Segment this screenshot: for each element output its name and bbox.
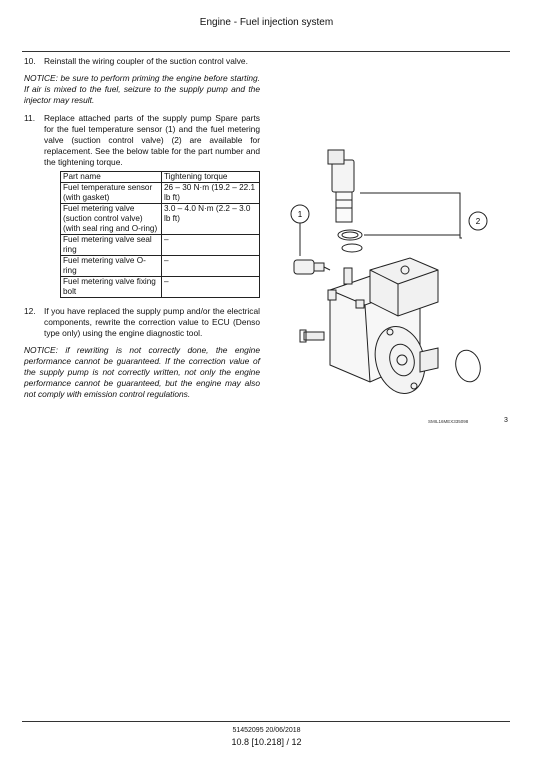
supply-pump-illustration <box>270 120 510 440</box>
callout-1-label: 1 <box>297 210 303 219</box>
step-number: 12. <box>24 306 36 316</box>
table-row <box>61 235 260 256</box>
table-header-row <box>61 172 260 183</box>
step-text: Replace attached parts of the supply pump Spare parts for the fuel temperature sensor (1) and the fuel metering valve (suction control valve) (2) are available for replacement. See the below table for the part number and the tightening torque. <box>44 113 260 167</box>
step-number: 10. <box>24 56 36 66</box>
table-cell-torque: – <box>162 256 260 277</box>
table-cell-torque: – <box>162 277 260 298</box>
step-12 <box>24 306 260 339</box>
table-cell-torque: 26 – 30 N·m (19.2 – 22.1 lb ft) <box>162 183 260 204</box>
table-cell-part: Fuel temperature sensor (with gasket) <box>61 183 162 204</box>
table-row <box>61 204 260 235</box>
notice-rewriting: NOTICE: if rewriting is not correctly done, the engine performance cannot be guaranteed. If the correction value of the supply pump is not correctly written, not only the engine performance cannot be guaranteed, but the engine may also not comply with emission control regulations. <box>24 345 260 399</box>
table-row <box>61 277 260 298</box>
torque-table <box>60 171 260 298</box>
callout-2 <box>469 212 487 230</box>
table-cell-torque: 3.0 – 4.0 N·m (2.2 – 3.0 lb ft) <box>162 204 260 235</box>
callout-1 <box>291 205 309 223</box>
table-row <box>61 183 260 204</box>
figure-number: 3 <box>504 417 508 424</box>
column-header-torque: Tightening torque <box>162 172 260 183</box>
table-cell-part: Fuel metering valve (suction control valve) (with seal ring and O-ring) <box>61 204 162 235</box>
step-10 <box>24 56 260 67</box>
step-text: If you have replaced the supply pump and/or the electrical components, rewrite the correction value to ECU (Denso type only) using the engine diagnostic tool. <box>44 306 260 338</box>
footer-page-number: 10.8 [10.218] / 12 <box>231 737 302 747</box>
step-11 <box>24 113 260 168</box>
content-column <box>24 56 260 407</box>
table-cell-part: Fuel metering valve seal ring <box>61 235 162 256</box>
table-cell-part: Fuel metering valve fixing bolt <box>61 277 162 298</box>
footer-rule <box>22 721 510 722</box>
figure-code: SMIL16MEX335098 <box>428 419 469 424</box>
table-cell-part: Fuel metering valve O-ring <box>61 256 162 277</box>
footer-document-code: 51452095 20/06/2018 <box>232 727 301 734</box>
notice-priming: NOTICE: be sure to perform priming the engine before starting. If air is mixed to the fuel, seizure to the supply pump and the injector may result. <box>24 73 260 105</box>
step-number: 11. <box>24 113 36 123</box>
table-row <box>61 256 260 277</box>
step-text: Reinstall the wiring coupler of the suction control valve. <box>44 56 248 66</box>
callout-2-label: 2 <box>475 217 481 226</box>
column-header-part: Part name <box>61 172 162 183</box>
header-rule <box>22 51 510 52</box>
page-header-title: Engine - Fuel injection system <box>199 17 334 28</box>
table-cell-torque: – <box>162 235 260 256</box>
